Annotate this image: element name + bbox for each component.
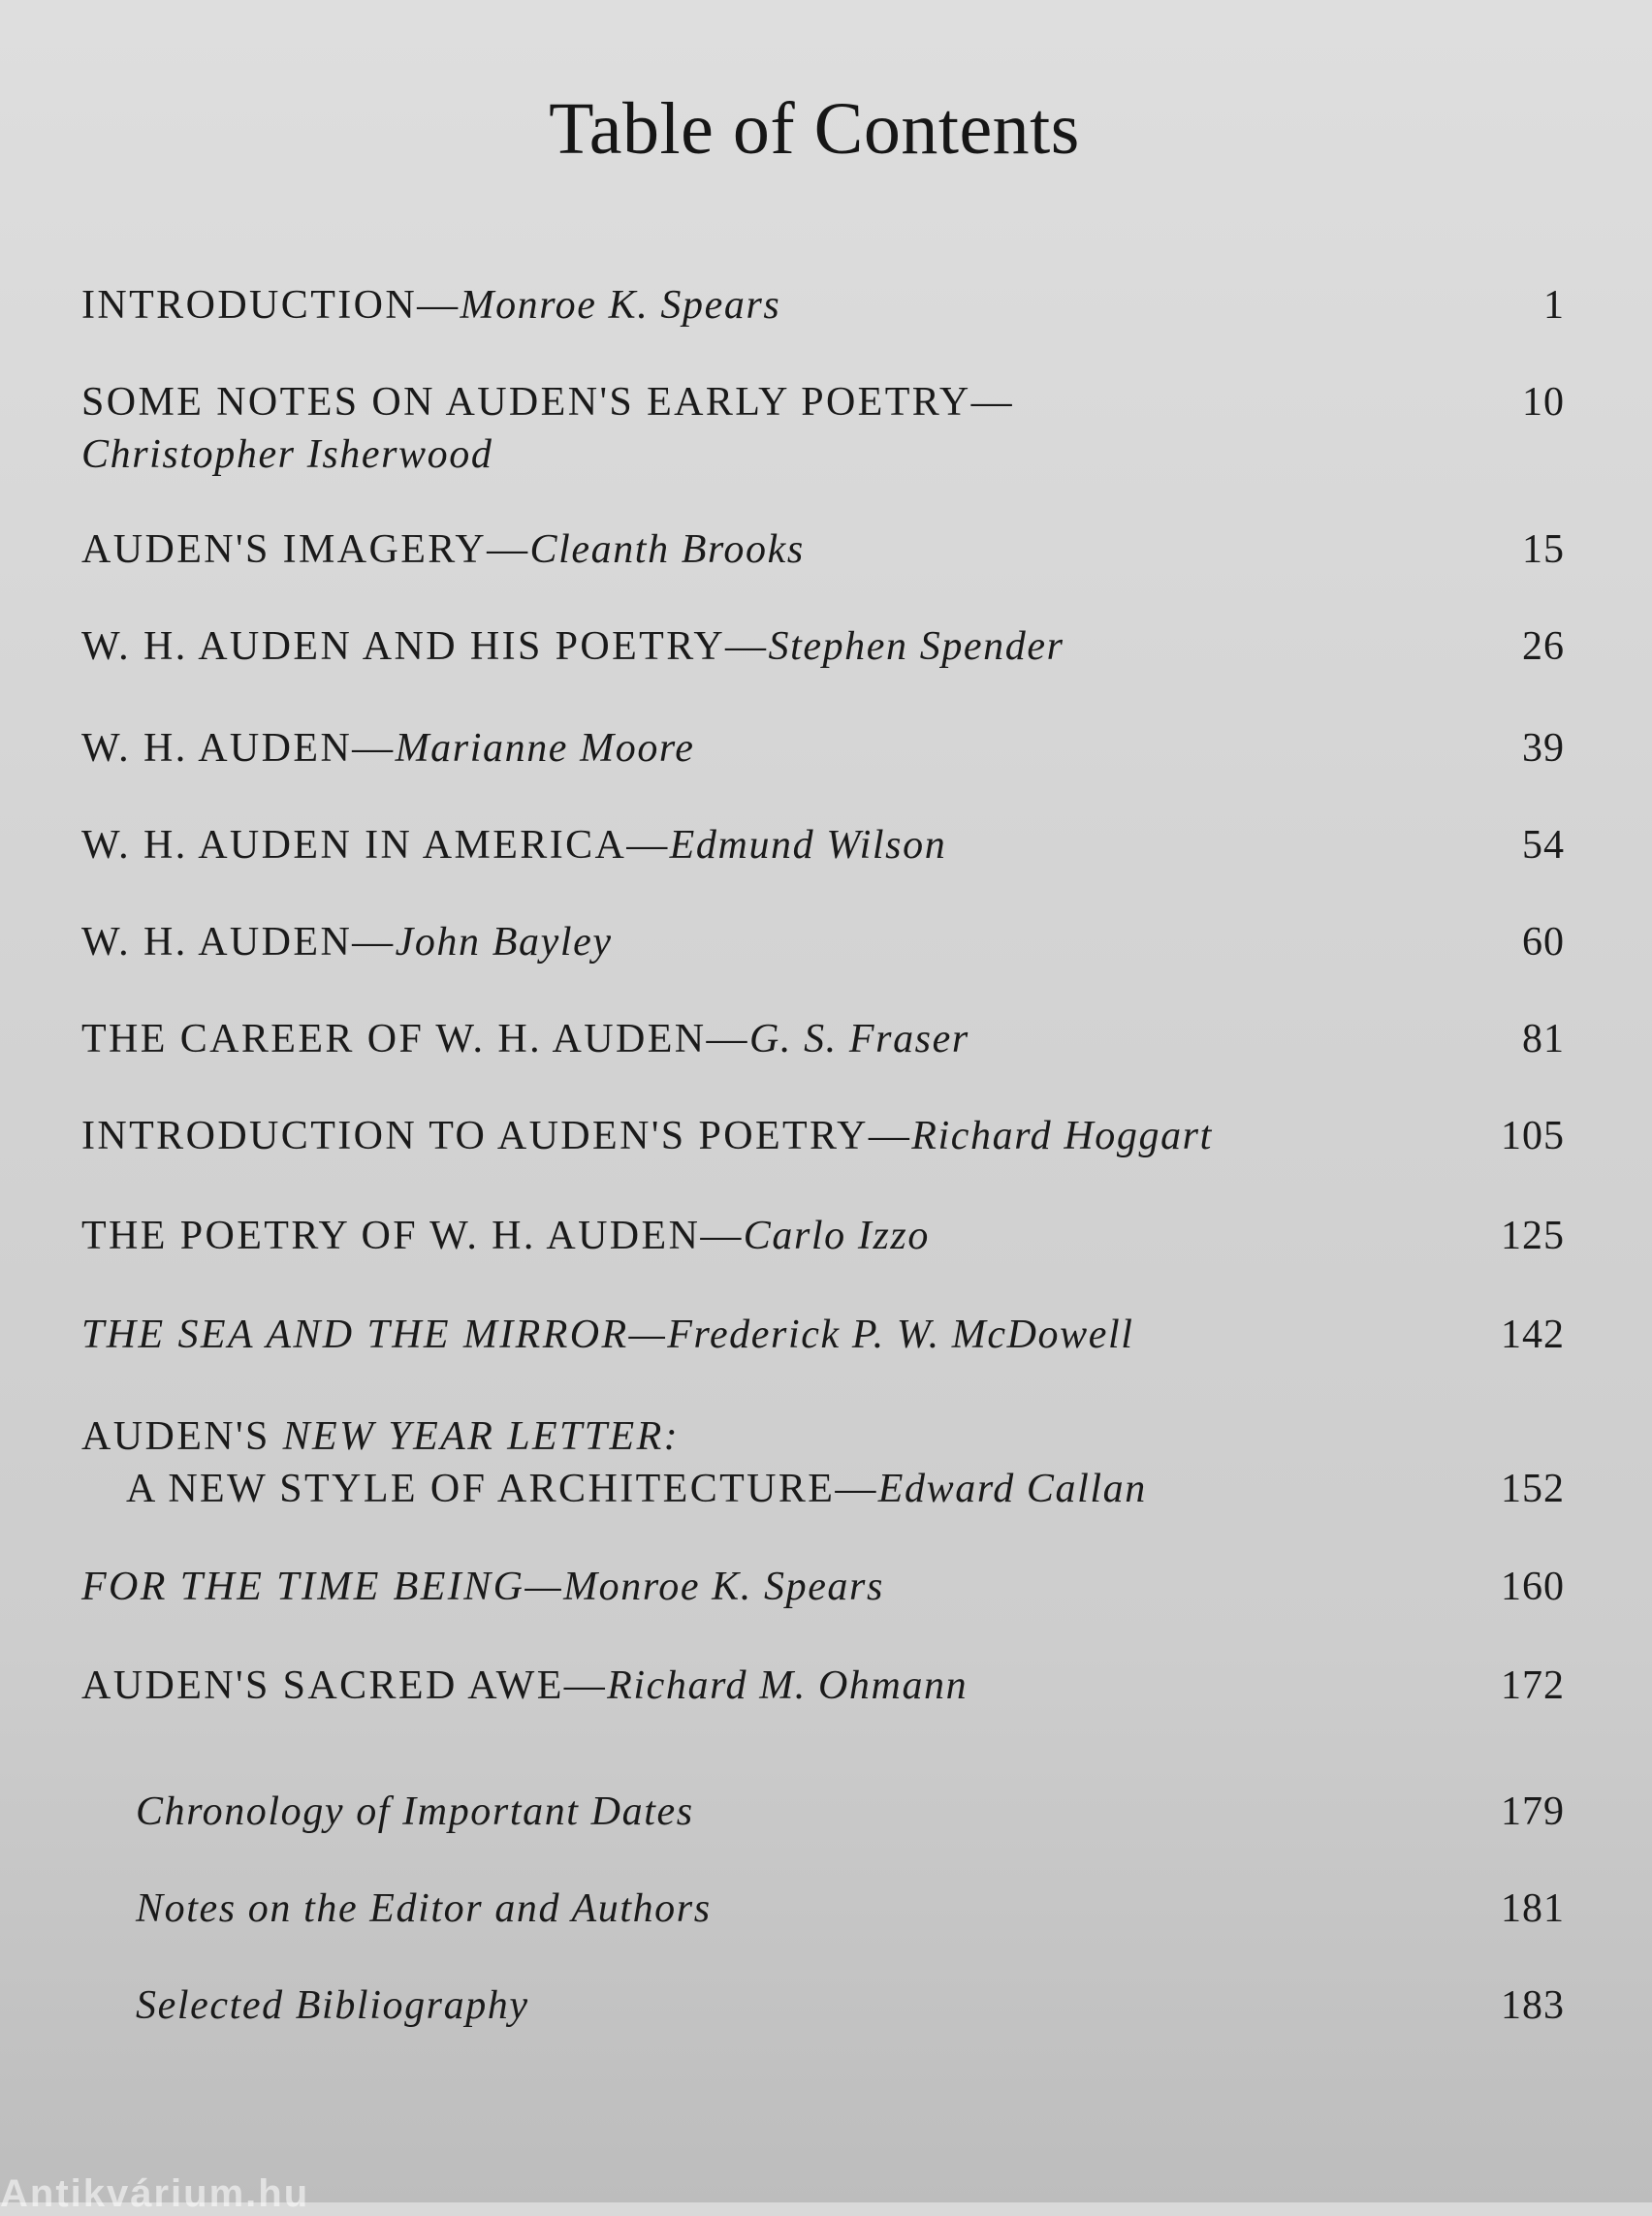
- toc-entry-page: 54: [1522, 823, 1565, 868]
- toc-entry[interactable]: [81, 1660, 1565, 1712]
- toc-entry-title: SOME NOTES ON AUDEN'S EARLY POETRY—: [81, 380, 1015, 425]
- toc-entry-title: W. H. AUDEN—: [81, 920, 396, 965]
- toc-entry-page: 10: [1522, 380, 1565, 425]
- toc-entry-author: John Bayley: [395, 920, 613, 965]
- toc-entry-author: Monroe K. Spears: [460, 283, 781, 328]
- toc-entry-title: Selected Bibliography: [136, 1983, 529, 2028]
- toc-entry-author: Christopher Isherwood: [81, 432, 493, 477]
- toc-entry[interactable]: [81, 722, 1565, 775]
- toc-entry[interactable]: [81, 279, 1565, 332]
- toc-entry-title: W. H. AUDEN IN AMERICA—: [81, 823, 670, 868]
- toc-entry-author: Marianne Moore: [395, 726, 695, 771]
- toc-entry[interactable]: [81, 819, 1565, 871]
- toc-entry-author: Edmund Wilson: [669, 823, 947, 868]
- toc-entry[interactable]: [81, 1410, 1565, 1515]
- toc-entry[interactable]: [81, 1561, 1565, 1613]
- toc-entry-page: 1: [1543, 283, 1565, 328]
- toc-back-matter-entry[interactable]: [136, 1979, 1565, 2032]
- toc-entry-title: Chronology of Important Dates: [136, 1789, 694, 1834]
- toc-entry-page: 160: [1501, 1565, 1565, 1609]
- toc-entry-page: 39: [1522, 726, 1565, 771]
- toc-entry-page: 172: [1501, 1663, 1565, 1708]
- toc-entry[interactable]: [81, 1309, 1565, 1361]
- toc-entry-author: Carlo Izzo: [743, 1214, 930, 1258]
- toc-entry-page: 125: [1501, 1214, 1565, 1258]
- toc-entry-page: 183: [1501, 1983, 1565, 2028]
- toc-entry-author: Cleanth Brooks: [529, 527, 805, 572]
- toc-entry-page: 179: [1501, 1789, 1565, 1834]
- toc-entry[interactable]: [81, 523, 1565, 576]
- toc-entry-title: INTRODUCTION—: [81, 283, 461, 328]
- toc-entry[interactable]: [81, 916, 1565, 968]
- toc-entry-title: AUDEN'S IMAGERY—: [81, 527, 530, 572]
- toc-entry-title: FOR THE TIME BEING—: [81, 1565, 564, 1609]
- toc-entry-title: W. H. AUDEN—: [81, 726, 396, 771]
- toc-entry-page: 181: [1501, 1886, 1565, 1931]
- toc-entry-title: THE SEA AND THE MIRROR—: [81, 1313, 668, 1357]
- toc-entry-title: AUDEN'S SACRED AWE—: [81, 1663, 608, 1708]
- toc-entry-page: 105: [1501, 1114, 1565, 1158]
- toc-entry[interactable]: [81, 1210, 1565, 1262]
- toc-entry[interactable]: [81, 1110, 1565, 1162]
- toc-entry[interactable]: [81, 376, 1565, 481]
- toc-entry-page: 26: [1522, 624, 1565, 669]
- toc-entry-page: 15: [1522, 527, 1565, 572]
- toc-entry-page: 152: [1501, 1467, 1565, 1511]
- toc-entry-work-title: NEW YEAR LETTER:: [282, 1414, 681, 1459]
- page-title: Table of Contents: [549, 88, 1080, 170]
- toc-entry-author: Frederick P. W. McDowell: [667, 1313, 1134, 1357]
- toc-back-matter-entry[interactable]: [136, 1883, 1565, 1935]
- toc-entry[interactable]: [81, 1013, 1565, 1065]
- toc-entry-title: THE CAREER OF W. H. AUDEN—: [81, 1017, 749, 1061]
- toc-entry-page: 60: [1522, 920, 1565, 965]
- toc-entry-author: G. S. Fraser: [748, 1017, 969, 1061]
- toc-entry-page: 142: [1501, 1313, 1565, 1357]
- toc-entry-subtitle: A NEW STYLE OF ARCHITECTURE—: [126, 1467, 878, 1511]
- toc-entry-title: W. H. AUDEN AND HIS POETRY—: [81, 624, 769, 669]
- toc-entry-title: Notes on the Editor and Authors: [136, 1886, 712, 1931]
- toc-entry-author: Richard M. Ohmann: [607, 1663, 969, 1708]
- toc-entry-author: Richard Hoggart: [911, 1114, 1213, 1158]
- toc-entry-title: THE POETRY OF W. H. AUDEN—: [81, 1214, 744, 1258]
- toc-entry-author: Monroe K. Spears: [563, 1565, 884, 1609]
- toc-entry-author: Stephen Spender: [768, 624, 1064, 669]
- toc-entry-author: Edward Callan: [877, 1467, 1147, 1511]
- watermark: Antikvárium.hu: [0, 2172, 310, 2215]
- toc-entry-title-part: AUDEN'S: [81, 1414, 283, 1459]
- toc-entry-title: INTRODUCTION TO AUDEN'S POETRY—: [81, 1114, 912, 1158]
- toc-entry-page: 81: [1522, 1017, 1565, 1061]
- toc-entry[interactable]: [81, 620, 1565, 673]
- toc-back-matter-entry[interactable]: [136, 1786, 1565, 1838]
